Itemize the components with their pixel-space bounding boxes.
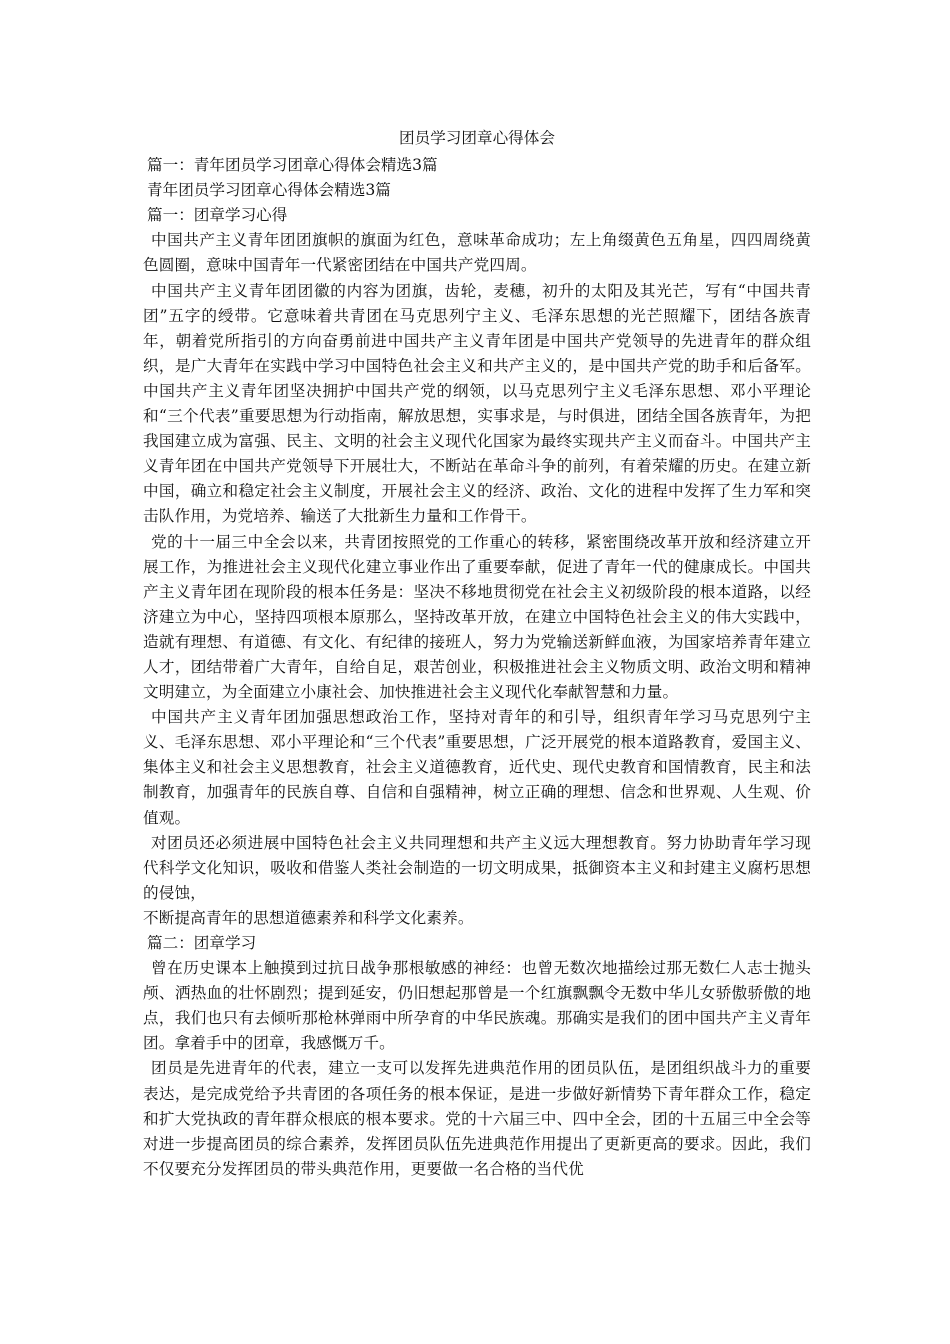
paragraph: 对团员还必须进展中国特色社会主义共同理想和共产主义远大理想教育。努力协助青年学习现代科学文化知识，吸收和借鉴人类社会制造的一切文明成果，抵御资本主义和封建主义腐朽思想的侵蚀， <box>143 833 811 902</box>
heading-part-one: 篇一：青年团员学习团章心得体会精选3篇 <box>147 156 438 175</box>
paragraph: 中国共产主义青年团团旗帜的旗面为红色，意味革命成功；左上角缀黄色五角星，四四周绕黄色圆圈，意味中国青年一代紧密团结在中国共产党四周。 <box>143 231 811 275</box>
paragraph: 中国共产主义青年团团徽的内容为团旗，齿轮，麦穗，初升的太阳及其光芒，写有“中国共青团”五字的绶带。它意味着共青团在马克思列宁主义、毛泽东思想的光芒照耀下，团结各族青年，朝着党所指引的方向奋勇前进中国共产主义青年团是中国共产党领导的先进青年的群众组织，是广大青年在实践中学习中国特色社会主义和共产主义的，是中国共产党的助手和后备军。中国共产主义青年团坚决拥护中国共产党的纲领，以马克思列宁主义毛泽东思想、邓小平理论和“三个代表”重要思想为行动指南，解放思想，实事求是，与时俱进，团结全国各族青年，为把我国建立成为富强、民主、文明的社会主义现代化国家为最终实现共产主义而奋斗。中国共产主义青年团在中国共产党领导下开展壮大，不断站在革命斗争的前列，有着荣耀的历史。在建立新中国，确立和稳定社会主义制度，开展社会主义的经济、政治、文化的进程中发挥了生力军和突击队作用，为党培养、输送了大批新生力量和工作骨干。 <box>143 281 811 526</box>
document-title: 团员学习团章心得体会 <box>399 129 555 147</box>
heading-section-two: 篇二：团章学习 <box>147 934 257 952</box>
paragraph-continuation: 不断提高青年的思想道德素养和科学文化素养。 <box>143 908 474 927</box>
heading-section-one: 篇一：团章学习心得 <box>147 206 288 225</box>
heading-collection: 青年团员学习团章心得体会精选3篇 <box>147 181 391 200</box>
paragraph: 团员是先进青年的代表，建立一支可以发挥先进典范作用的团员队伍，是团组织战斗力的重要表达，是完成党给予共青团的各项任务的根本保证，是进一步做好新情势下青年群众工作，稳定和扩大党执政的青年群众根底的根本要求。党的十六届三中、四中全会，团的十五届三中全会等对进一步提高团员的综合素养，发挥团员队伍先进典范作用提出了更新更高的要求。因此，我们不仅要充分发挥团员的带头典范作用，更要做一名合格的当代优 <box>143 1059 811 1178</box>
document-page <box>143 126 811 1182</box>
paragraph: 党的十一届三中全会以来，共青团按照党的工作重心的转移，紧密围绕改革开放和经济建立开展工作，为推进社会主义现代化建立事业作出了重要奉献，促进了青年一代的健康成长。中国共产主义青年团在现阶段的根本任务是：坚决不移地贯彻党在社会主义初级阶段的根本道路，以经济建立为中心，坚持四项根本原那么，坚持改革开放，在建立中国特色社会主义的伟大实践中，造就有理想、有道德、有文化、有纪律的接班人，努力为党输送新鲜血液，为国家培养青年建立人才，团结带着广大青年，自给自足，艰苦创业，积极推进社会主义物质文明、政治文明和精神文明建立，为全面建立小康社会、加快推进社会主义现代化奉献智慧和力量。 <box>143 532 811 702</box>
paragraph: 中国共产主义青年团加强思想政治工作，坚持对青年的和引导，组织青年学习马克思列宁主义、毛泽东思想、邓小平理论和“三个代表”重要思想，广泛开展党的根本道路教育，爱国主义、集体主义和社会主义思想教育，社会主义道德教育，近代史、现代史教育和国情教育，民主和法制教育，加强青年的民族自尊、自信和自强精神，树立正确的理想、信念和世界观、人生观、价值观。 <box>143 708 811 827</box>
paragraph: 曾在历史课本上触摸到过抗日战争那根敏感的神经：也曾无数次地描绘过那无数仁人志士抛头颅、洒热血的壮怀剧烈；提到延安，仍旧想起那曾是一个红旗飘飘令无数中华儿女骄傲骄傲的地点，我们也只有去倾听那枪林弹雨中所孕育的中华民族魂。那确实是我们的团中国共产主义青年团。拿着手中的团章，我感慨万千。 <box>143 959 811 1053</box>
